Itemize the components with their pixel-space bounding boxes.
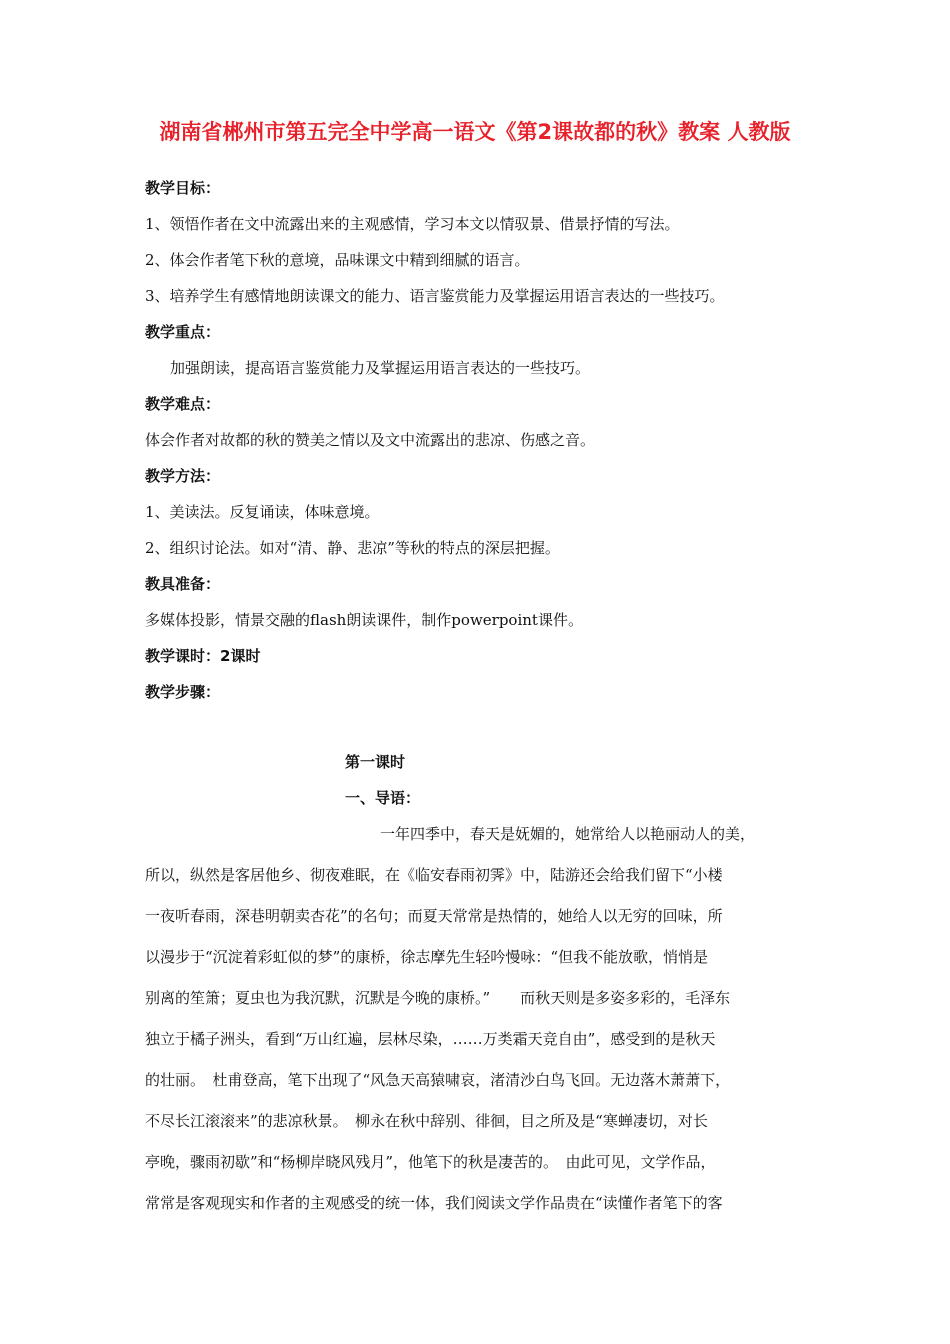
intro-line: 的壮丽。 杜甫登高，笔下出现了“风急天高猿啸哀，渚清沙白鸟飞回。无边落木萧萧下， xyxy=(145,1071,731,1089)
objectives-heading: 教学目标： xyxy=(145,179,221,197)
method-item: 2、组织讨论法。如对“清、静、悲凉”等秋的特点的深层把握。 xyxy=(145,539,560,557)
intro-line: 不尽长江滚滚来”的悲凉秋景。 柳永在秋中辞别、徘徊，目之所及是“寒蝉凄切，对长 xyxy=(145,1112,708,1130)
intro-line: 一年四季中，春天是妩媚的，她常给人以艳丽动人的美， xyxy=(380,825,756,843)
intro-line: 独立于橘子洲头，看到“万山红遍，层林尽染，……万类霜天竞自由”，感受到的是秋天 xyxy=(145,1030,716,1048)
intro-line: 亭晚，骤雨初歇”和“杨柳岸晓风残月”，他笔下的秋是凄苦的。 由此可见，文学作品， xyxy=(145,1153,716,1171)
difficulties-heading: 教学难点： xyxy=(145,395,221,413)
method-item: 1、美读法。反复诵读，体味意境。 xyxy=(145,503,380,521)
objective-item: 2、体会作者笔下秋的意境，品味课文中精到细腻的语言。 xyxy=(145,251,530,269)
key-points-heading: 教学重点： xyxy=(145,323,221,341)
tools-heading: 教具准备： xyxy=(145,575,221,593)
intro-heading: 一、导语： xyxy=(345,789,421,807)
intro-line: 以漫步于“沉淀着彩虹似的梦”的康桥，徐志摩先生轻吟慢咏：“但我不能放歌，悄悄是 xyxy=(145,948,709,966)
intro-line: 别离的笙箫；夏虫也为我沉默，沉默是今晚的康桥。” 而秋天则是多姿多彩的，毛泽东 xyxy=(145,989,731,1007)
intro-line: 常常是客观现实和作者的主观感受的统一体，我们阅读文学作品贵在“读懂作者笔下的客 xyxy=(145,1194,723,1212)
methods-heading: 教学方法： xyxy=(145,467,221,485)
objective-item: 1、领悟作者在文中流露出来的主观感情，学习本文以情驭景、借景抒情的写法。 xyxy=(145,215,680,233)
intro-line: 一夜听春雨，深巷明朝卖杏花”的名句；而夏天常常是热情的，她给人以无穷的回味，所 xyxy=(145,907,723,925)
tools-text: 多媒体投影，情景交融的flash朗读课件，制作powerpoint课件。 xyxy=(145,611,583,629)
objective-item: 3、培养学生有感情地朗读课文的能力、语言鉴赏能力及掌握运用语言表达的一些技巧。 xyxy=(145,287,725,305)
steps-heading: 教学步骤： xyxy=(145,683,221,701)
difficulties-text: 体会作者对故都的秋的赞美之情以及文中流露出的悲凉、伤感之音。 xyxy=(145,431,596,449)
lesson-heading: 第一课时 xyxy=(345,753,406,771)
intro-line: 所以，纵然是客居他乡、彻夜难眠，在《临安春雨初霁》中，陆游还会给我们留下“小楼 xyxy=(145,866,723,884)
class-hours: 教学课时：2课时 xyxy=(145,647,261,665)
key-points-text: 加强朗读，提高语言鉴赏能力及掌握运用语言表达的一些技巧。 xyxy=(170,359,591,377)
document-title: 湖南省郴州市第五完全中学高一语文《第2课故都的秋》教案 人教版 xyxy=(159,120,791,144)
